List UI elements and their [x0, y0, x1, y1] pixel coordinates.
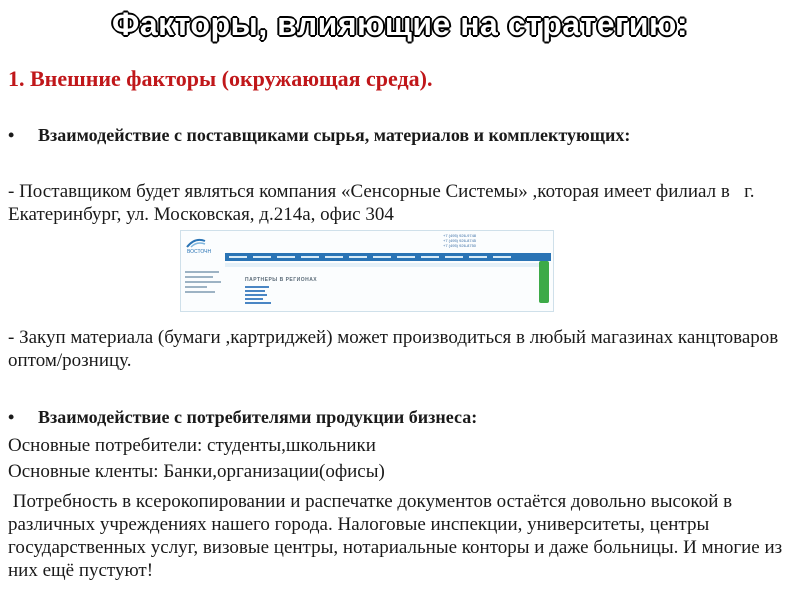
website-side-tab [539, 261, 549, 303]
bullet-suppliers-text: Взаимодействие с поставщиками сырья, материалов и комплектующих: [38, 125, 631, 145]
website-partner-list [245, 286, 275, 306]
website-contact-line: +7 (495) 926-8745 [443, 238, 477, 243]
bullet-consumers [8, 406, 788, 428]
website-section-title: ПАРТНЕРЫ В РЕГИОНАХ [245, 277, 318, 283]
clients-line: Основные кленты: Банки,организации(офисы) [8, 461, 385, 482]
website-contact-line: +7 (495) 926-8750 [443, 243, 477, 248]
bullet-dot: • [8, 407, 15, 427]
website-logo-text: ВОСТОЧН [187, 249, 212, 255]
website-logo [185, 235, 225, 255]
consumers-line: Основные потребители: студенты,школьники [8, 435, 376, 456]
website-nav-bar [225, 253, 551, 261]
website-contacts [443, 233, 503, 248]
bullet-dot: • [8, 125, 15, 145]
website-sidebar [185, 271, 225, 296]
demand-paragraph: Потребность в ксерокопировании и распечатке документов остаётся довольно высокой в различных учреждениях нашего города. Налоговые инспекции, университеты, центры государственных услуг, визовые центры, нотариальные конторы и даже больницы. И многие из них ещё пустуют! [8, 491, 787, 581]
bullet-consumers-text: Взаимодействие с потребителями продукции бизнеса: [38, 407, 478, 427]
website-screenshot [180, 230, 554, 312]
section-heading: 1. Внешние факторы (окружающая среда). [8, 66, 433, 91]
website-contact-line: +7 (495) 926-9748 [443, 233, 477, 238]
supplier-paragraph: - Поставщиком будет являться компания «Сенсорные Системы» ,которая имеет филиал в г. Екатеринбург, ул. Московская, д.214а, офис 304 [8, 181, 760, 225]
slide-title: Факторы, влияющие на стратегию: [112, 6, 688, 42]
bullet-suppliers [8, 124, 788, 146]
website-subnav [225, 263, 547, 267]
purchase-paragraph: - Закуп материала (бумаги ,картриджей) может производиться в любый магазинах канцтоваров оптом/розницу. [8, 327, 784, 371]
